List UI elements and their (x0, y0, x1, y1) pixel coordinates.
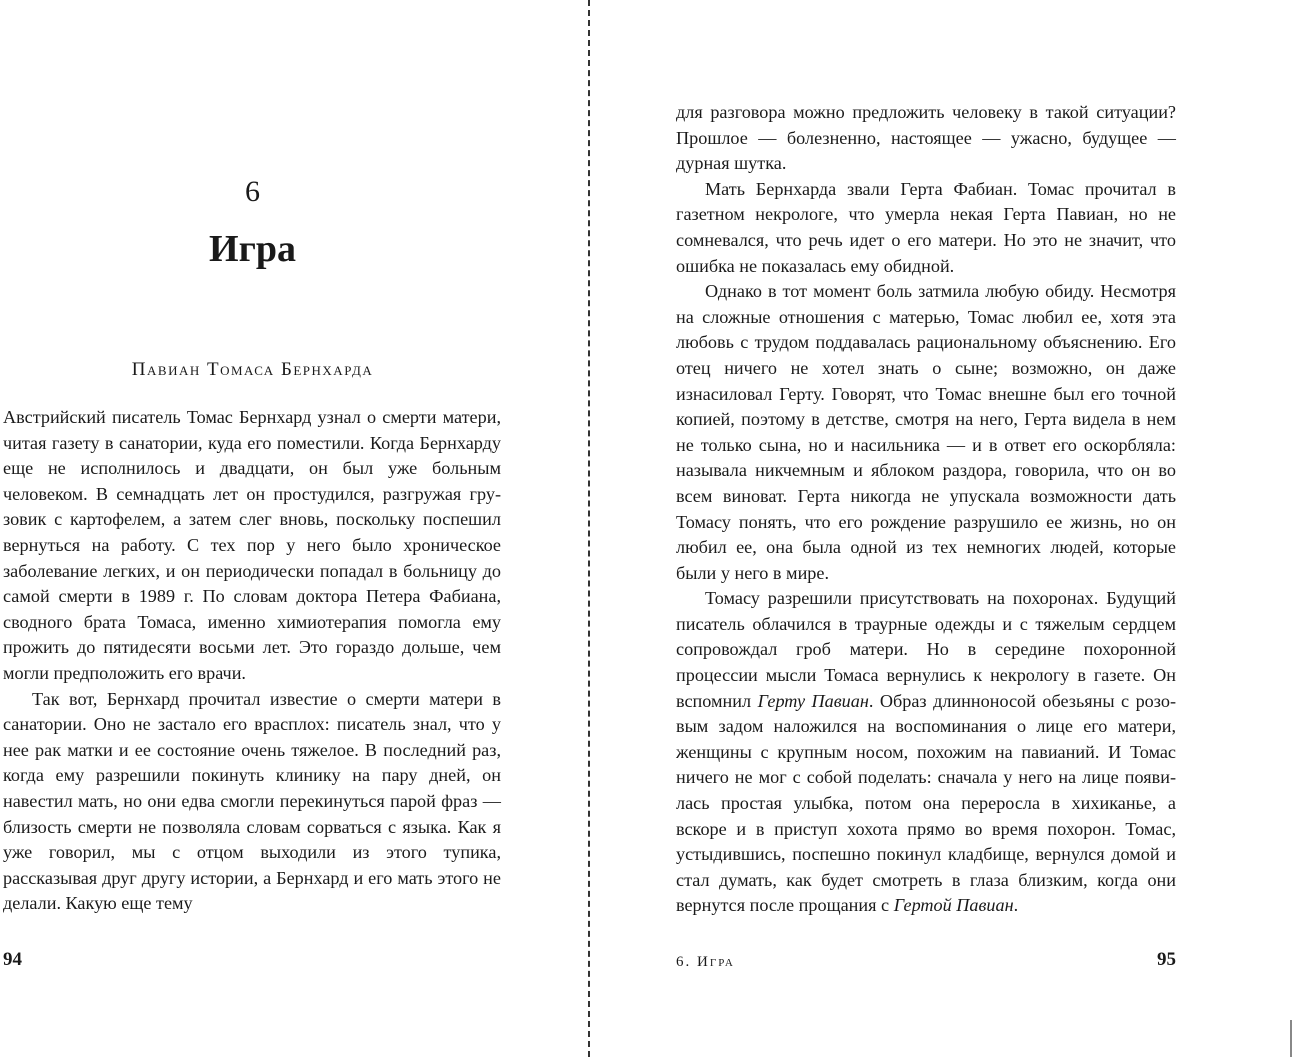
right-text-block (676, 100, 1176, 919)
text-run: Томасу разрешили присутствовать на похоронах. Будущий писатель облачился в траурные одежды и с тяжелым сердцем сопровождал гроб матери. Но в середине похоронной процессии мысли Томаса вернулись к некрологу в газете. Он вспомнил (676, 588, 1176, 711)
italic-phrase: Гертой Павиан (893, 895, 1014, 916)
paragraph: Мать Бернхарда звали Герта Фабиан. Томас прочитал в газетном некрологе, что умерла некая Герта Павиан, но не сомневался, что речь идет о его матери. Но это не значит, что ошибка не показалась ему обидной. (676, 178, 1176, 276)
page-number: 94 (3, 949, 22, 970)
chapter-title: Игра (209, 228, 296, 270)
left-page (0, 0, 505, 1057)
section-heading: Павиан Томаса Бернхарда (131, 359, 374, 380)
page-gutter-divider (588, 0, 590, 1057)
chapter-number: 6 (245, 175, 260, 208)
right-page (676, 0, 1178, 1057)
page-number: 95 (1157, 949, 1176, 970)
paragraph: Так вот, Бернхард прочитал известие о смерти матери в санатории. Оно не застало его врасплох: писатель знал, что у нее рак матки и ее состояние очень тяжелое. В последний раз, когда ему разрешили покинуть клинику на пару дней, он навестил мать, но они едва смогли перекинуться парой фраз — близость смерти не позволяла словам сорваться с языка. Как я уже говорил, мы с отцом выходили из этого тупика, рассказывая друг другу истории, а Бернхард и его мать этого не делали. Какую еще тему (3, 688, 501, 914)
page-edge-mark (1290, 1020, 1292, 1057)
paragraph (676, 586, 1176, 919)
text-run: . Образ длинноносой обезьяны с розовым задом наложился на воспоминания о лице его матери, женщины с крупным носом, похожим на павианий. И Томас ничего не мог с собой поделать: сначала у него на лице появилась простая улыбка, потом она переросла в хихиканье, а вскоре и в приступ хохота прямо во время похорон. Томас, устыдившись, поспешно покинул кладбище, вернулся домой и стал думать, как будет смотреть в глаза близким, когда они вернутся после прощания с (676, 690, 1176, 916)
paragraph: Австрийский писатель Томас Бернхард узнал о смерти матери, читая газету в санатории, куда его поместили. Когда Бернхарду еще не исполнилось и двадцати, он был уже больным человеком. В семнадцать лет он простудился, разгружая грузовик с картофелем, а затем слег вновь, поскольку поспешил вернуться на работу. С тех пор у него было хроническое заболевание легких, и он периодически попадал в больницу до самой смерти в 1989 г. По словам доктора Петера Фабиана, сводного брата Томаса, именно химиотерапия помогла ему прожить до пятидесяти восьми лет. Это гораздо дольше, чем могли предположить его врачи. (3, 407, 501, 683)
paragraph: для разговора можно предложить человеку в такой ситуации? Прошлое — болезненно, настоящее — ужасно, будущее — дурная шутка. (676, 102, 1176, 174)
running-head: 6. Игра (676, 954, 735, 970)
italic-phrase: Герту Павиан (757, 690, 869, 711)
paragraph: Однако в тот момент боль затмила любую обиду. Несмотря на сложные отношения с матерью, Томас любил ее, хотя эта любовь с трудом поддавалась рациональному объяснению. Его отец ничего не хотел знать о сыне; возможно, он даже изнасиловал Герту. Говорят, что Томас внешне был его точной копией, поэтому в детстве, смотря на него, Герта видела в нем не только сына, но и насильника — и в ответ его оскорбляла: называла никчемным и яблоком раздора, говорила, что он во всем виноват. Герта никогда не упускала возможности дать Томасу понять, что его рождение разрушило ее жизнь, но он любил ее, она была одной из тех немногих людей, которые были у него в мире. (676, 281, 1176, 583)
left-text-block (3, 405, 501, 917)
text-run: . (1013, 895, 1019, 916)
